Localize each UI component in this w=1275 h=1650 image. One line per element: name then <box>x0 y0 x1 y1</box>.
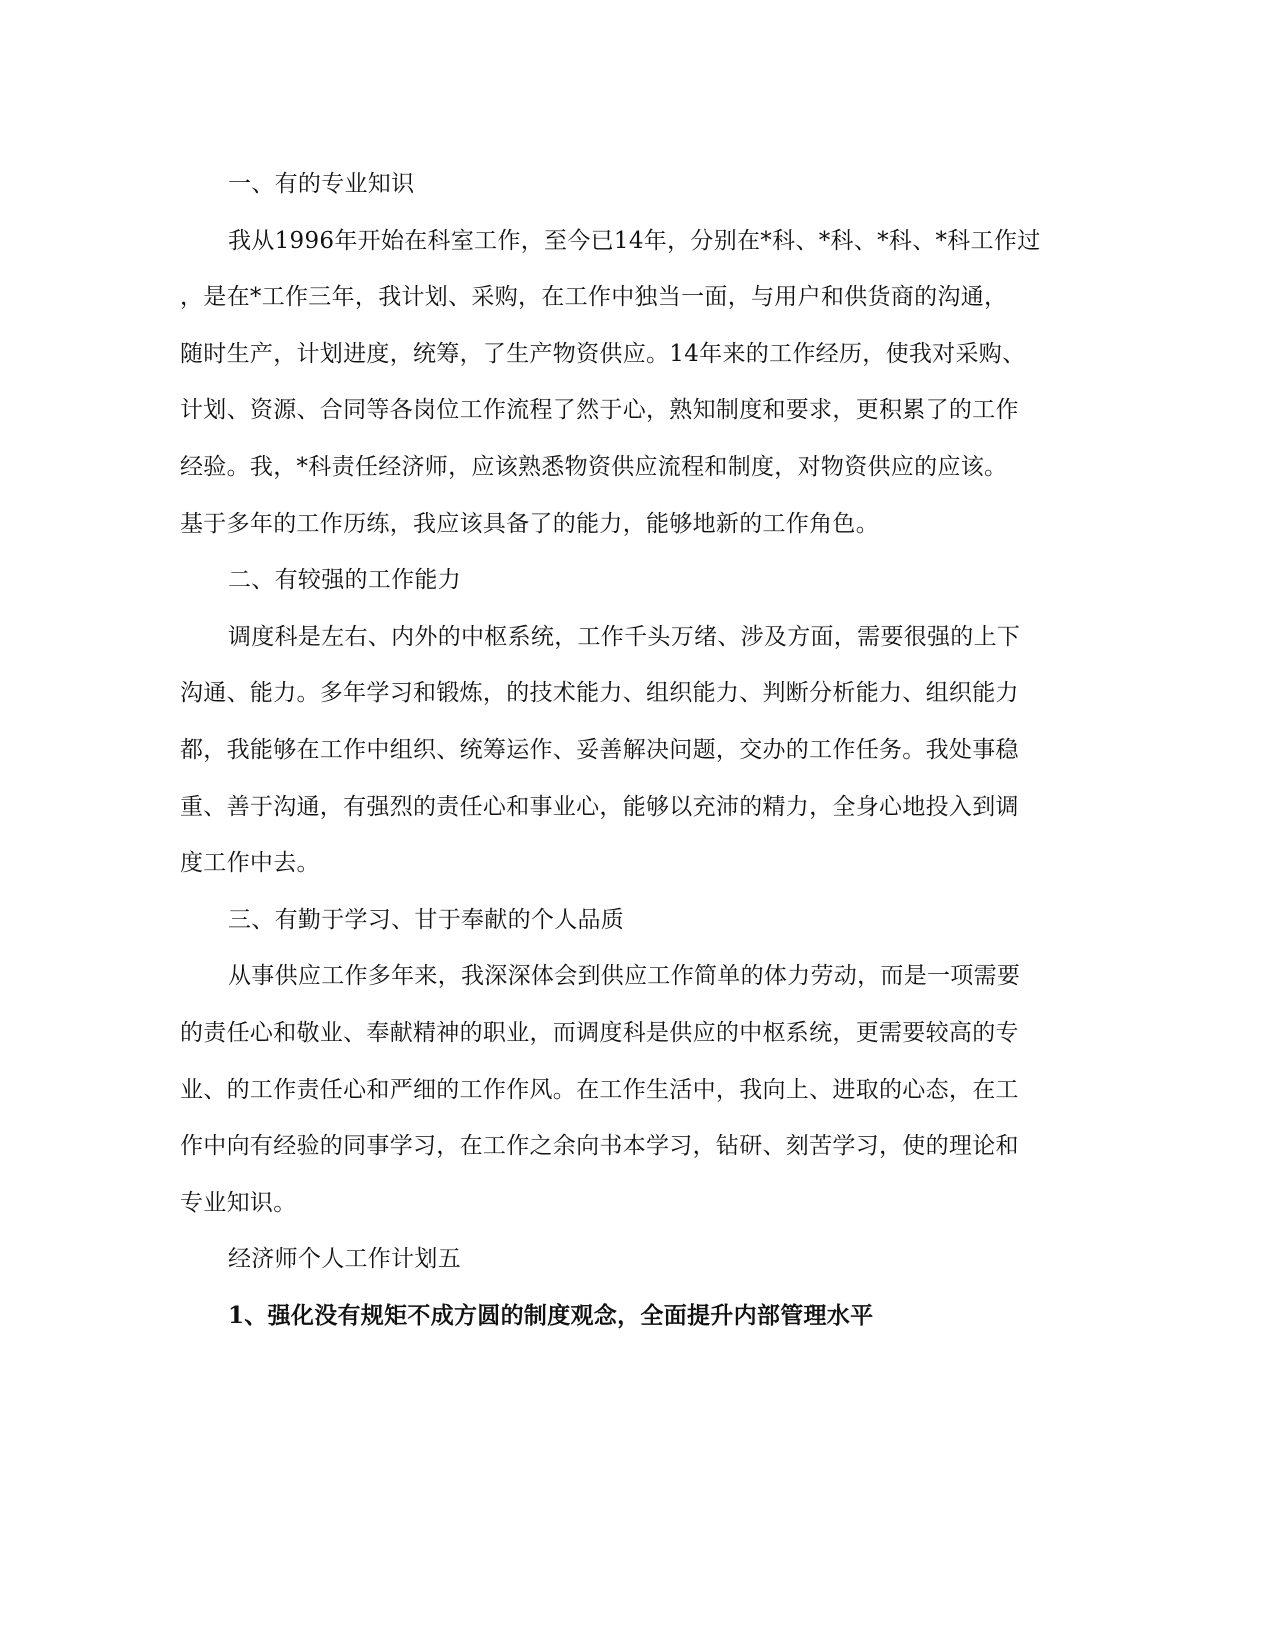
text-line: 作中向有经验的同事学习，在工作之余向书本学习，钻研、刻苦学习，使的理论和 <box>180 1133 1019 1160</box>
text-line: ，是在*工作三年，我计划、采购，在工作中独当一面，与用户和供货商的沟通， <box>180 284 1008 311</box>
text-line: 重、善于沟通，有强烈的责任心和事业心，能够以充沛的精力，全身心地投入到调 <box>180 793 1019 820</box>
text-line: 基于多年的工作历练，我应该具备了的能力，能够地新的工作角色。 <box>180 510 879 537</box>
text-line: 的责任心和敬业、奉献精神的职业，而调度科是供应的中枢系统，更需要较高的专 <box>180 1019 1019 1046</box>
text-line: 业、的工作责任心和严细的工作作风。在工作生活中，我向上、进取的心态，在工 <box>180 1076 1019 1103</box>
text-line: 一、有的专业知识 <box>228 171 415 197</box>
text-line: 随时生产，计划进度，统筹，了生产物资供应。14年来的工作经历，使我对采购、 <box>180 340 1026 367</box>
section-heading: 1、强化没有规矩不成方圆的制度观念，全面提升内部管理水平 <box>228 1301 874 1329</box>
text-line: 度工作中去。 <box>180 850 320 877</box>
text-line: 专业知识。 <box>180 1189 297 1216</box>
text-line: 从事供应工作多年来，我深深体会到供应工作简单的体力劳动，而是一项需要 <box>228 963 1021 990</box>
text-line: 沟通、能力。多年学习和锻炼，的技术能力、组织能力、判断分析能力、组织能力 <box>180 680 1019 707</box>
text-line: 都，我能够在工作中组织、统筹运作、妥善解决问题，交办的工作任务。我处事稳 <box>180 736 1019 763</box>
text-line: 经验。我，*科责任经济师，应该熟悉物资供应流程和制度，对物资供应的应该。 <box>180 453 1008 480</box>
text-line: 我从1996年开始在科室工作，至今已14年，分别在*科、*科、*科、*科工作过 <box>228 227 1041 254</box>
text-line: 三、有勤于学习、甘于奉献的个人品质 <box>228 906 625 933</box>
document-page <box>180 164 1040 1352</box>
text-line: 二、有较强的工作能力 <box>228 567 461 594</box>
text-line: 经济师个人工作计划五 <box>228 1246 461 1273</box>
text-line: 计划、资源、合同等各岗位工作流程了然于心，熟知制度和要求，更积累了的工作 <box>180 397 1019 424</box>
text-line: 调度科是左右、内外的中枢系统，工作千头万绪、涉及方面，需要很强的上下 <box>228 623 1021 650</box>
